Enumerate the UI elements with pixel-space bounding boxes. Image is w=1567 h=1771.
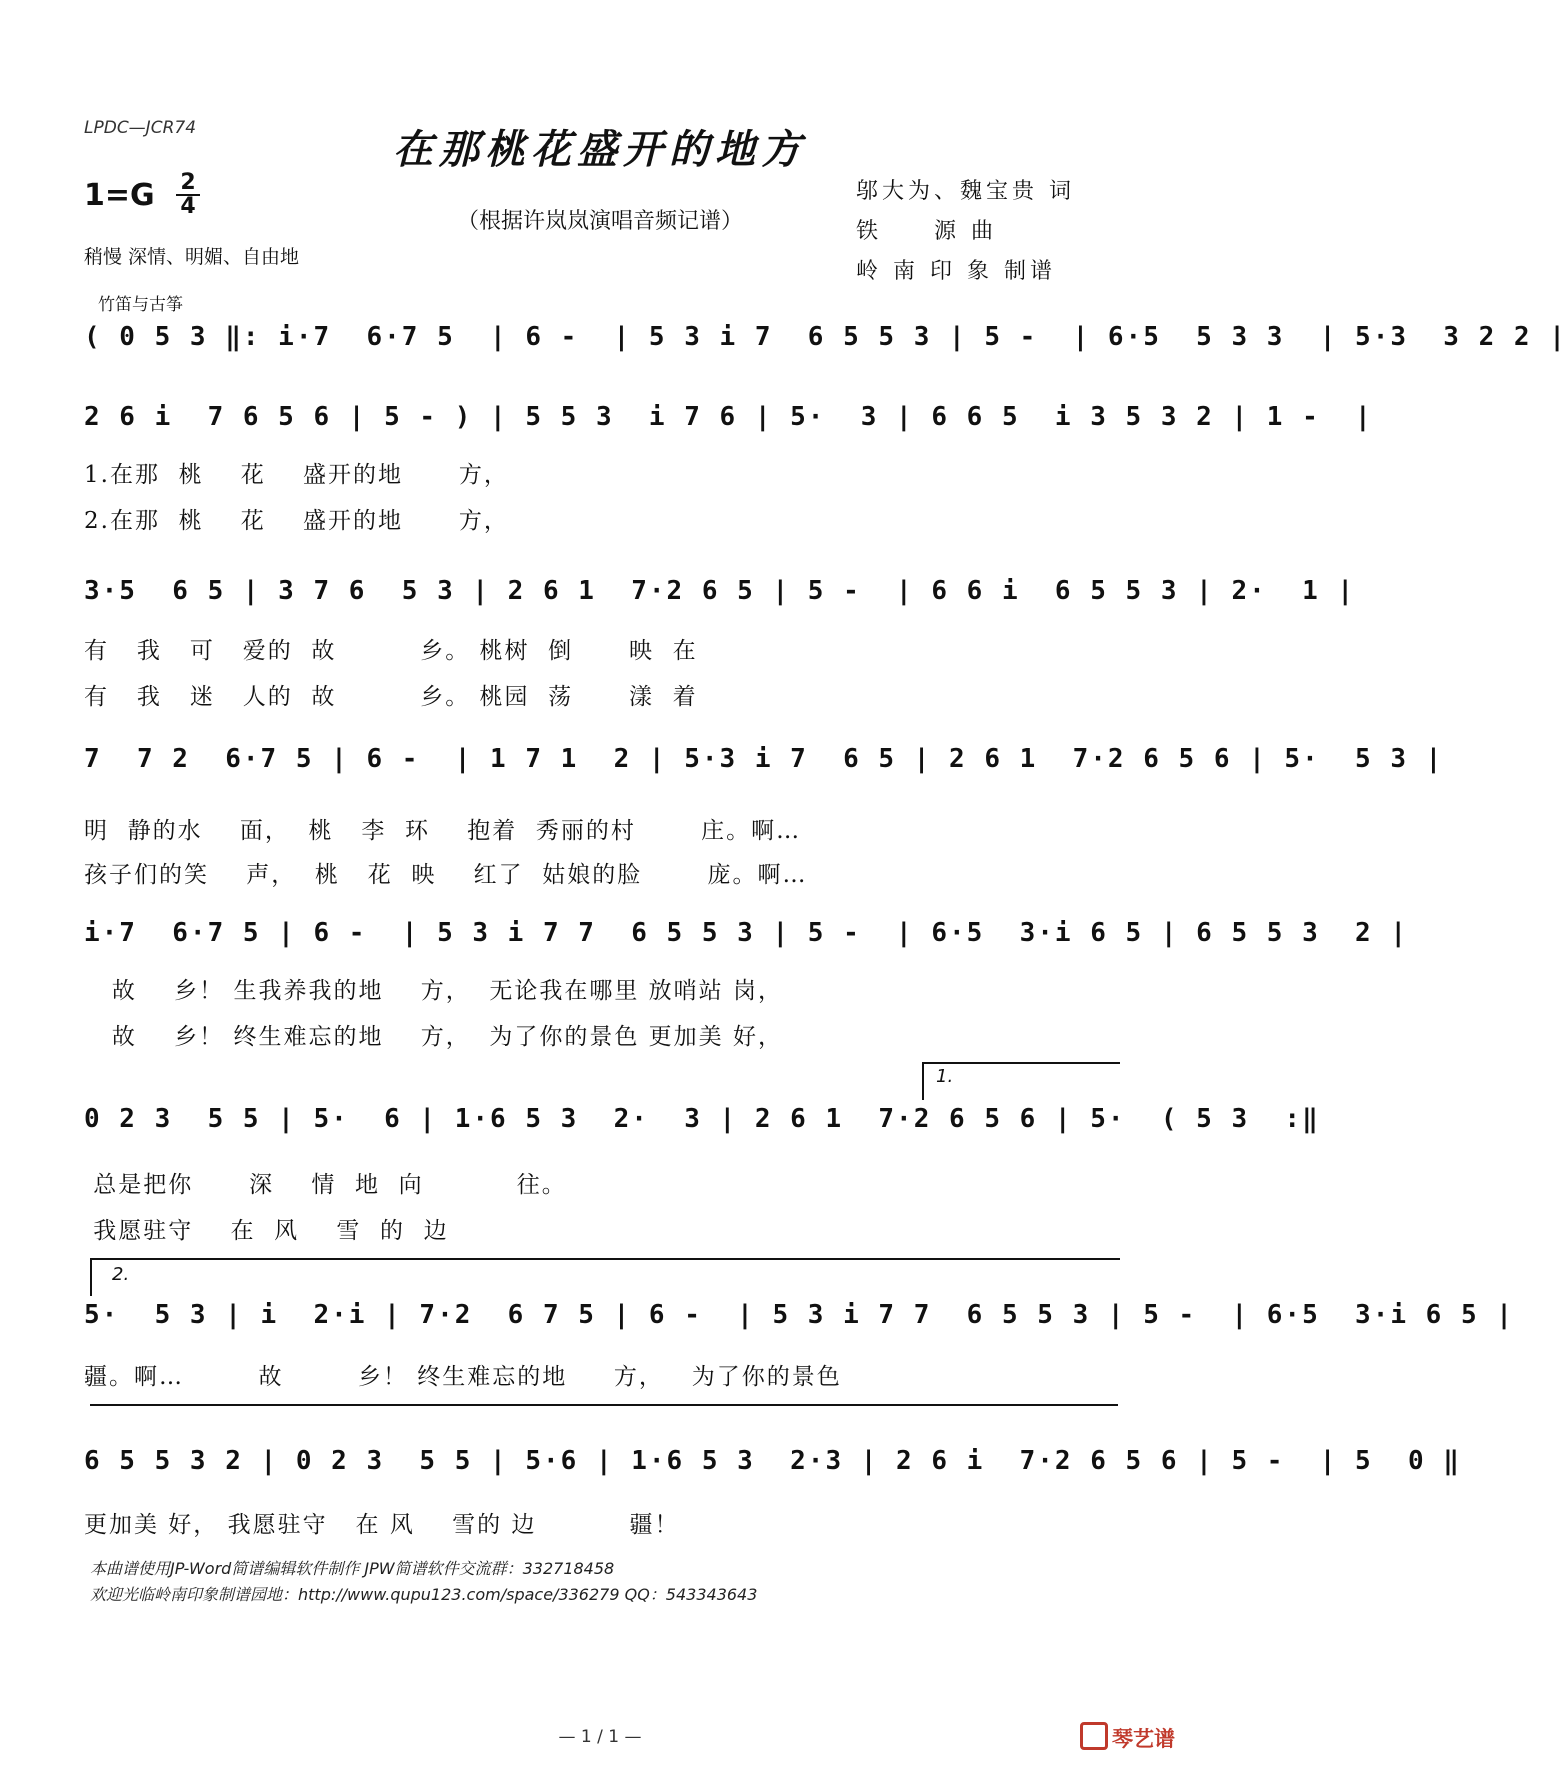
- credit-composer: 铁 源 曲: [856, 219, 997, 244]
- tempo-marking: 稍慢 深情、明媚、自由地: [84, 246, 300, 268]
- staff-line-5: i·7 6·7 5 | 6 - | 5 3 i 7 7 6 5 5 3 | 5 - | 6·5 3·i 6 5 | 6 5 5 3 2 |: [84, 918, 1408, 948]
- staff-line-6: 0 2 3 5 5 | 5· 6 | 1·6 5 3 2· 3 | 2 6 1 7·2 6 5 6 | 5· ( 5 3 :‖: [84, 1104, 1320, 1134]
- footer-website-note: 欢迎光临岭南印象制谱园地：http://www.qupu123.com/space/336279 QQ：543343643: [90, 1585, 758, 1604]
- first-ending-label: 1.: [936, 1066, 954, 1087]
- second-ending-label: 2.: [112, 1264, 130, 1285]
- brand-icon: [1080, 1722, 1108, 1750]
- lyric-line-6b: 我愿驻守 在 风 雪 的 边: [84, 1218, 449, 1244]
- credit-arranger: 岭 南 印 象 制谱: [856, 259, 1056, 284]
- lyric-line-2b: 2.在那 桃 花 盛开的地 方，: [84, 508, 509, 534]
- lyric-line-8: 更加美 好， 我愿驻守 在 风 雪的 边 疆！: [84, 1512, 680, 1538]
- staff-line-1: ( 0 5 3 ‖: i·7 6·7 5 | 6 - | 5 3 i 7 6 5 5 3 | 5 - | 6·5 5 3 3 | 5·3 3 2 2 |: [84, 322, 1567, 352]
- brand-logo: [1080, 1722, 1175, 1753]
- lyric-line-4b: 孩子们的笑 声， 桃 花 映 红了 姑娘的脸 庞。啊…: [84, 862, 808, 888]
- lyric-line-4a: 明 静的水 面， 桃 李 环 抱着 秀丽的村 庄。啊…: [84, 818, 802, 844]
- lyric-line-5b: 故 乡！ 终生难忘的地 方， 为了你的景色 更加美 好，: [84, 1024, 783, 1050]
- staff-line-8: 6 5 5 3 2 | 0 2 3 5 5 | 5·6 | 1·6 5 3 2·3 | 2 6 i 7·2 6 5 6 | 5 - | 5 0 ‖: [84, 1446, 1461, 1476]
- staff-line-3: 3·5 6 5 | 3 7 6 5 3 | 2 6 1 7·2 6 5 | 5 - | 6 6 i 6 5 5 3 | 2· 1 |: [84, 576, 1356, 606]
- lyric-line-6a: 总是把你 深 情 地 向 往。: [84, 1172, 567, 1198]
- system-8-rule: [90, 1404, 1118, 1406]
- key-signature: 1=G: [84, 178, 155, 213]
- second-ending-bracket: [90, 1258, 1120, 1296]
- meter-bottom: 4: [180, 194, 196, 219]
- lyric-line-2a: 1.在那 桃 花 盛开的地 方，: [84, 462, 509, 488]
- credit-lyricist: 邬大为、魏宝贵 词: [856, 179, 1075, 204]
- lyric-line-7: 疆。啊… 故 乡！ 终生难忘的地 方， 为了你的景色: [84, 1364, 842, 1390]
- lyric-line-3b: 有 我 迷 人的 故 乡。 桃园 荡 漾 着: [84, 684, 698, 710]
- score-code: LPDC—JCR74: [84, 118, 197, 138]
- footer-software-note: 本曲谱使用JP-Word简谱编辑软件制作 JPW简谱软件交流群：332718458: [90, 1559, 615, 1578]
- song-title: 在那桃花盛开的地方: [393, 126, 807, 173]
- lyric-line-3a: 有 我 可 爱的 故 乡。 桃树 倒 映 在: [84, 638, 698, 664]
- subtitle: （根据许岚岚演唱音频记谱）: [456, 209, 743, 234]
- credits: [856, 172, 1075, 292]
- page-number: — 1 / 1 —: [558, 1727, 642, 1747]
- staff-line-7: 5· 5 3 | i 2·i | 7·2 6 7 5 | 6 - | 5 3 i 7 7 6 5 5 3 | 5 - | 6·5 3·i 6 5 |: [84, 1300, 1514, 1330]
- brand-name: 琴艺谱: [1112, 1727, 1175, 1751]
- instrument-label: 竹笛与古筝: [98, 295, 183, 315]
- staff-line-4: 7 7 2 6·7 5 | 6 - | 1 7 1 2 | 5·3 i 7 6 5 | 2 6 1 7·2 6 5 6 | 5· 5 3 |: [84, 744, 1444, 774]
- meter-top: 2: [180, 170, 196, 195]
- lyric-line-5a: 故 乡！ 生我养我的地 方， 无论我在哪里 放哨站 岗，: [84, 978, 783, 1004]
- staff-line-2: 2 6 i 7 6 5 6 | 5 - ) | 5 5 3 i 7 6 | 5· 3 | 6 6 5 i 3 5 3 2 | 1 - |: [84, 402, 1373, 432]
